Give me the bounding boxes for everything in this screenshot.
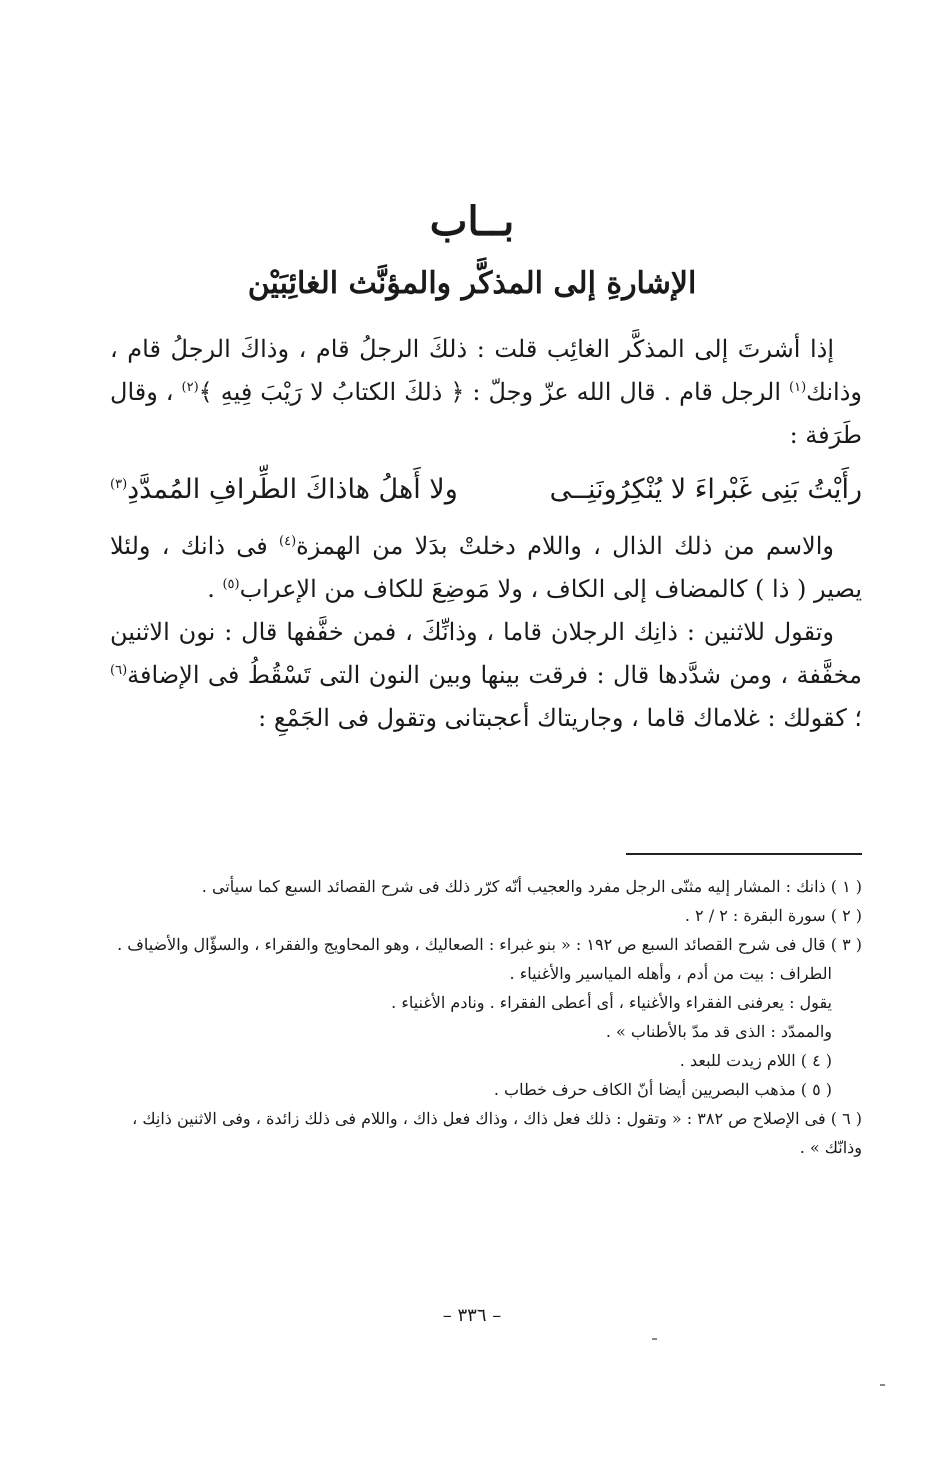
page-number: – ٣٣٦ –	[442, 1305, 502, 1326]
paragraph-text: وتقول للاثنين : ذانِك الرجلان قاما ، وذانِّكَ ، فمن خفَّفها قال : نون الاثنين مخفَّفة ، ومن شدَّدها قال : فرقت بينها وبين النون التى تَسْقُطُ فى الإضافة	[110, 618, 862, 689]
footnote-5: ( ٥ ) مذهب البصريين أيضا أنّ الكاف حرف خطاب .	[493, 1080, 832, 1099]
footnote-separator	[626, 853, 862, 855]
footnote-ref-1[interactable]: (١)	[789, 380, 807, 395]
main-text	[110, 328, 862, 740]
footnote-ref-6[interactable]: (٦)	[110, 663, 128, 678]
chapter-subtitle: الإشارةِ إلى المذكَّر والمؤنَّث الغائِبَيْن	[247, 266, 697, 301]
paragraph-text: .	[207, 575, 223, 603]
paragraph-text: الرجل قام . قال الله عزّ وجلّ : ﴿ ذلكَ الكتابُ لا رَيْبَ فِيهِ ﴾	[198, 378, 789, 406]
paragraph-text: والاسم من ذلك الذال ، واللام دخلتْ بدَلا من الهمزة	[296, 532, 835, 560]
chapter-heading: بــاب	[429, 198, 515, 245]
poem-hemistich-1: رأَيْتُ بَنِى غَبْراءَ لا يُنْكِرُونَنِــى	[549, 474, 862, 505]
scan-mark	[652, 1338, 657, 1340]
poem-hemistich-2: ولا أَهلُ هاذاكَ الطِّرافِ المُمدَّدِ	[127, 474, 458, 505]
footnote-3-line-c: والممدّد : الذى قد مدّ بالأطناب » .	[605, 1022, 832, 1041]
footnote-1: ( ١ ) ذانك : المشار إليه مثنّى الرجل مفرد والعجيب أنّه كرّر ذلك فى شرح القصائد السبع كما سيأتى .	[201, 877, 862, 896]
footnote-ref-3[interactable]: (٣)	[110, 477, 128, 492]
paragraph-1	[110, 328, 862, 457]
footnote-2: ( ٢ ) سورة البقرة : ٢ / ٢ .	[684, 906, 862, 925]
poem-hemistich-2-wrap	[110, 461, 458, 519]
footnote-3: ( ٣ ) قال فى شرح القصائد السبع ص ١٩٢ : « بنو غبراء : الصعاليك ، وهو المحاويج والفقراء ، والسؤّال والأضياف .	[117, 935, 862, 954]
footnotes	[105, 872, 862, 1162]
footnote-6: ( ٦ ) فى الإصلاح ص ٣٨٢ : « وتقول : ذلك فعل ذاك ، وذاك فعل ذاك ، واللام فى ذلك زائدة ، وفى الاثنين ذانِك ، وذانّك » .	[132, 1109, 862, 1157]
paragraph-text: فى ذانك ، ولئلا يصير ( ذا ) كالمضاف إلى الكاف ، ولا مَوضِعَ للكاف من الإعراب	[110, 532, 862, 603]
scan-mark	[880, 1384, 885, 1386]
footnote-4: ( ٤ ) اللام زيدت للبعد .	[679, 1051, 832, 1070]
paragraph-3	[110, 611, 862, 740]
poem-verse	[110, 461, 862, 519]
footnote-3-line-b: يقول : يعرفنى الفقراء والأغنياء ، أى أعطى الفقراء . ونادم الأغنياء .	[391, 993, 832, 1012]
paragraph-text: إذا أشرتَ إلى المذكَّر الغائِب قلت : ذلكَ الرجلُ قام ، وذاكَ الرجلُ قام ، وذانك	[110, 335, 862, 406]
footnote-3-line-a: الطراف : بيت من أدم ، وأهله المياسير والأغنياء .	[509, 964, 832, 983]
footnote-ref-5[interactable]: (٥)	[222, 577, 240, 592]
paragraph-2	[110, 525, 862, 611]
paragraph-text: ، وقال طَرَفة :	[110, 378, 862, 449]
footnote-ref-2[interactable]: (٢)	[181, 380, 199, 395]
footnote-ref-4[interactable]: (٤)	[279, 534, 297, 549]
paragraph-text: ؛ كقولك : غلاماك قاما ، وجاريتاك أعجبتانى وتقول فى الجَمْعِ :	[258, 704, 862, 732]
